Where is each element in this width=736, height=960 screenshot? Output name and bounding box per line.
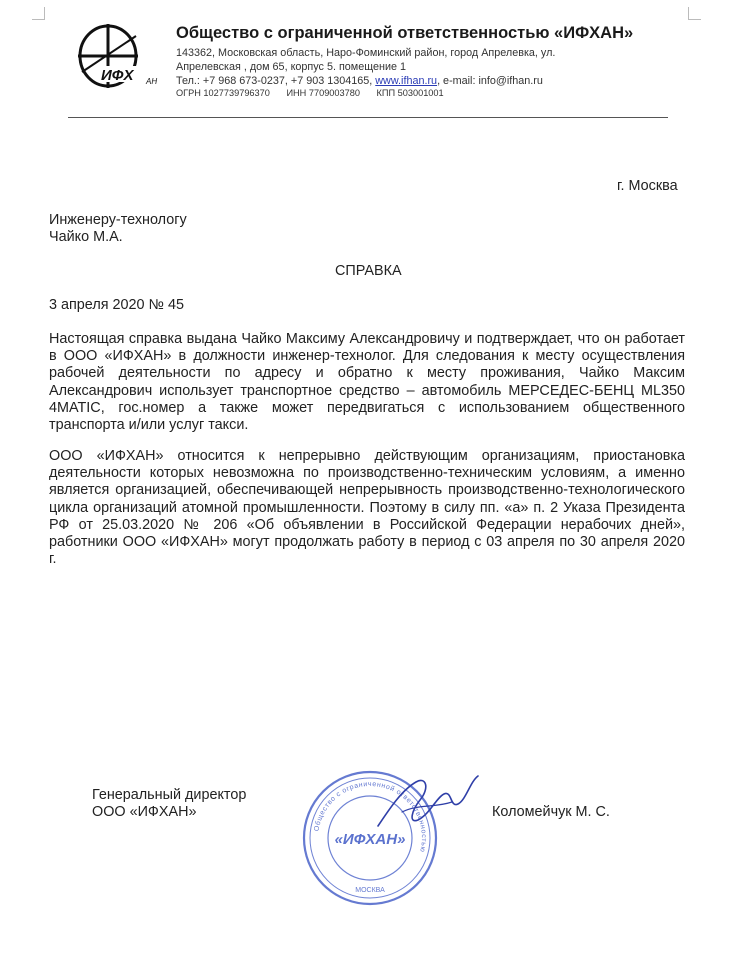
header-divider: [68, 117, 668, 118]
body-paragraph-2: ООО «ИФХАН» относится к непрерывно действующим организациям, приостановка деятельности которых невозможна по производственно-техническим условиям, а именно является организацией, обеспечивающей непрерывность производственно-технологического цикла организаций атомной промышленности. Поэтому в силу пп. «а» п. 2 Указа Президента РФ от 25.03.2020 № 206 «Об объявлении в Российской Федерации нерабочих дней», работники ООО «ИФХАН» могут продолжать работу в период с 03 апреля по 30 апреля 2020 г.: [49, 448, 685, 568]
email-text: , e-mail: info@ifhan.ru: [437, 75, 543, 87]
recipient-position: Инженеру-технологу: [49, 212, 187, 228]
document-date-number: 3 апреля 2020 № 45: [49, 297, 184, 313]
city: г. Москва: [617, 178, 678, 194]
registration-numbers: [176, 88, 458, 98]
address-line-1: 143362, Московская область, Наро-Фоминский район, город Апрелевка, ул.: [176, 47, 556, 59]
ogrn: ОГРН 1027739796370: [176, 88, 270, 98]
stamp-center-text: «ИФХАН»: [334, 831, 406, 848]
signer-position: Генеральный директор: [92, 787, 247, 803]
website-link[interactable]: www.ifhan.ru: [375, 75, 438, 87]
contacts-line: [176, 75, 543, 87]
signer-name: Коломейчук М. С.: [492, 804, 610, 820]
signer-organization: ООО «ИФХАН»: [92, 804, 197, 820]
body-paragraph-1: Настоящая справка выдана Чайко Максиму Александровичу и подтверждает, что он работает в ООО «ИФХАН» в должности инженер-технолог. Для следования к месту осуществления рабочей деятельности по адресу и обратно к месту проживания, Чайко Максим Александрович использует транспортное средство – автомобиль МЕРСЕДЕС-БЕНЦ ML350 4MATIC, гос.номер а также может передвигаться с использованием общественного транспорта и/или услуг такси.: [49, 331, 685, 434]
stamp-bottom-text: МОСКВА: [355, 887, 385, 894]
inn: ИНН 7709003780: [286, 88, 360, 98]
crop-mark-top-left: [32, 7, 45, 20]
company-logo: [76, 22, 168, 94]
crop-mark-top-right: [688, 7, 701, 20]
phone-numbers: Тел.: +7 968 673-0237, +7 903 1304165,: [176, 75, 376, 87]
logo-text: ИФХ: [101, 67, 134, 84]
document-title: СПРАВКА: [335, 263, 402, 279]
recipient-name: Чайко М.А.: [49, 229, 123, 245]
stamp-ring-text: Общество с ограниченной ответственностью: [313, 780, 428, 854]
address-line-2: Апрелевская , дом 65, корпус 5. помещение 1: [176, 61, 406, 73]
logo-suffix: АН: [146, 77, 158, 86]
kpp: КПП 503001001: [376, 88, 444, 98]
handwritten-signature: [372, 768, 484, 840]
company-name: Общество с ограниченной ответственностью «ИФХАН»: [176, 24, 634, 42]
